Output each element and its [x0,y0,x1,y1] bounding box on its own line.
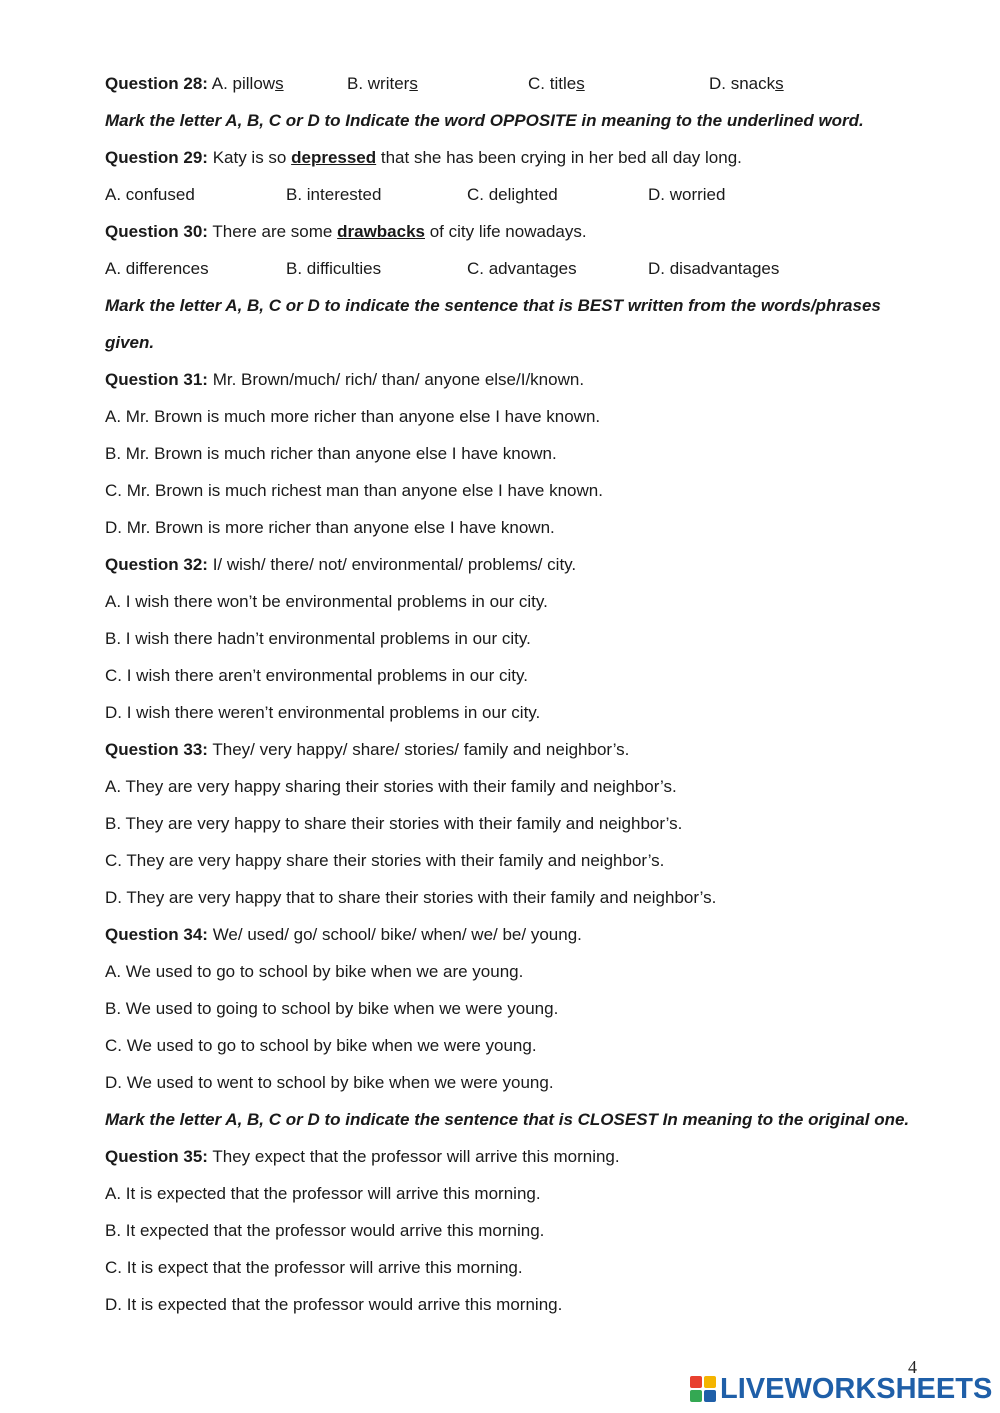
option-b: B. interested [286,185,382,204]
option-d: D. It is expected that the professor would arrive this morning. [105,1295,563,1314]
question-label: Question 29: [105,148,208,167]
instruction-closest: Mark the letter A, B, C or D to indicate the sentence that is CLOSEST In meaning to the original one. [105,1110,910,1129]
option-b: B. Mr. Brown is much richer than anyone else I have known. [105,444,557,463]
option-b-underlined: s [409,74,418,93]
option-b: B. It expected that the professor would arrive this morning. [105,1221,545,1240]
question-35 [105,1145,945,1182]
option-a-underlined: s [275,74,284,93]
option-d: D. Mr. Brown is more richer than anyone else I have known. [105,518,555,537]
question-label: Question 31: [105,370,208,389]
option-a: A. They are very happy sharing their stories with their family and neighbor’s. [105,777,677,796]
logo-text: LIVEWORKSHEETS [720,1372,993,1405]
option-a: A. confused [105,185,195,204]
question-28 [105,72,945,109]
question-31 [105,368,945,405]
question-33 [105,738,945,775]
question-label: Question 32: [105,555,208,574]
instruction-opposite: Mark the letter A, B, C or D to Indicate the word OPPOSITE in meaning to the underlined word. [105,111,864,130]
instruction-best-line-1: Mark the letter A, B, C or D to indicate the sentence that is BEST written from the words/phrases [105,296,881,315]
question-label: Question 35: [105,1147,208,1166]
option-b-text: B. writer [347,74,410,93]
question-prompt: We/ used/ go/ school/ bike/ when/ we/ be/ young. [207,925,582,944]
page-number: 4 [908,1357,917,1377]
option-b: B. I wish there hadn’t environmental problems in our city. [105,629,531,648]
option-d: D. I wish there weren’t environmental problems in our city. [105,703,541,722]
question-prompt: They/ very happy/ share/ stories/ family and neighbor’s. [207,740,630,759]
question-30-options [105,257,945,294]
option-c: C. We used to go to school by bike when we were young. [105,1036,537,1055]
option-a-text: A. pillow [211,74,276,93]
option-c: C. Mr. Brown is much richest man than anyone else I have known. [105,481,603,500]
option-c: C. I wish there aren’t environmental problems in our city. [105,666,528,685]
underlined-word: drawbacks [337,222,425,241]
option-c: C. They are very happy share their stories with their family and neighbor’s. [105,851,665,870]
question-32 [105,553,945,590]
option-c-text: C. title [528,74,577,93]
option-d: D. worried [648,185,726,204]
question-prompt: They expect that the professor will arrive this morning. [207,1147,620,1166]
option-d: D. They are very happy that to share their stories with their family and neighbor’s. [105,888,717,907]
option-c: C. It is expect that the professor will arrive this morning. [105,1258,523,1277]
question-label: Question 33: [105,740,208,759]
worksheet-page [105,72,945,1330]
question-prompt: Mr. Brown/much/ rich/ than/ anyone else/I/known. [207,370,585,389]
option-b: B. We used to going to school by bike when we were young. [105,999,559,1018]
option-a: A. I wish there won’t be environmental problems in our city. [105,592,548,611]
logo-square [704,1390,716,1402]
option-b: B. difficulties [286,259,382,278]
logo-square [690,1376,702,1388]
option-d: D. disadvantages [648,259,780,278]
liveworksheets-logo[interactable] [690,1372,992,1406]
question-label: Question 30: [105,222,208,241]
option-c: C. delighted [467,185,558,204]
question-prompt: I/ wish/ there/ not/ environmental/ problems/ city. [207,555,577,574]
option-c-underlined: s [576,74,585,93]
question-34 [105,923,945,960]
option-d-underlined: s [775,74,784,93]
option-a: A. differences [105,259,209,278]
logo-grid-icon [690,1376,716,1402]
question-30: Question 30: There are some drawbacks of city life nowadays. [105,222,587,241]
option-d: D. We used to went to school by bike when we were young. [105,1073,554,1092]
instruction-best-line-2: given. [105,333,155,352]
question-29: Question 29: Katy is so depressed that she has been crying in her bed all day long. [105,148,742,167]
question-29-options [105,183,945,220]
underlined-word: depressed [291,148,377,167]
question-label: Question 34: [105,925,208,944]
option-a: A. Mr. Brown is much more richer than anyone else I have known. [105,407,601,426]
logo-square [704,1376,716,1388]
logo-square [690,1390,702,1402]
option-d-text: D. snack [709,74,776,93]
option-b: B. They are very happy to share their stories with their family and neighbor’s. [105,814,683,833]
question-label: Question 28: [105,74,208,93]
option-a: A. It is expected that the professor will arrive this morning. [105,1184,541,1203]
option-c: C. advantages [467,259,577,278]
option-a: A. We used to go to school by bike when we are young. [105,962,524,981]
